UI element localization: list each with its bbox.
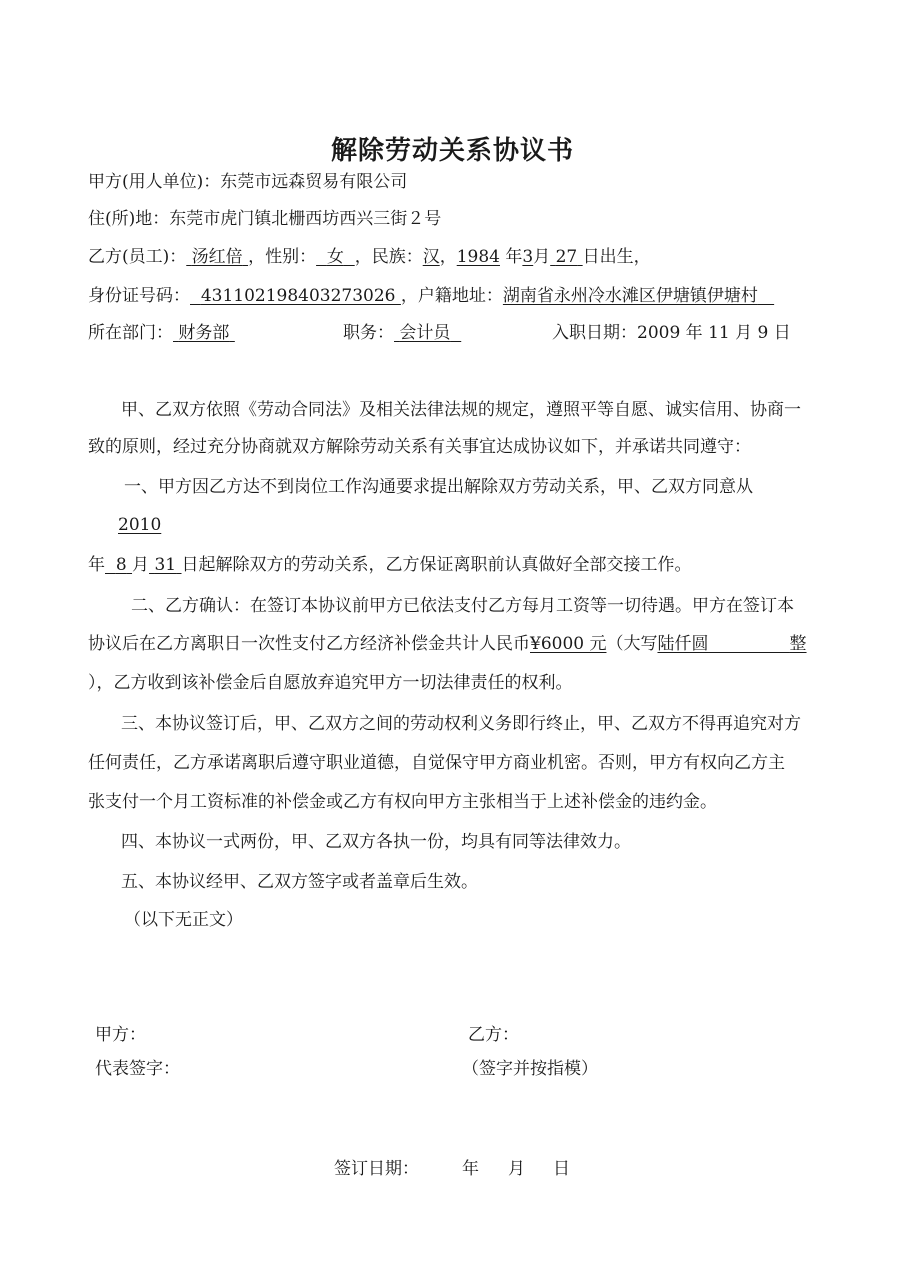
clause-2-text-a: 协议后在乙方离职日一次性支付乙方经济补偿金共计人民币 bbox=[88, 634, 530, 654]
hire-date-row bbox=[552, 321, 791, 345]
birth-year: 1984 bbox=[456, 247, 500, 267]
clause-2-line-1: 二、乙方确认：在签订本协议前甲方已依法支付乙方每月工资等一切待遇。甲方在签订本 bbox=[131, 596, 794, 616]
birth-day: 27 bbox=[555, 247, 578, 267]
party-a-row bbox=[88, 170, 407, 194]
id-label: 身份证号码： bbox=[88, 286, 190, 306]
clause-3-line-2: 任何责任，乙方承诺离职后遵守职业道德，自觉保守甲方商业机密。否则，甲方有权向乙方主 bbox=[88, 753, 785, 773]
gender-label: ，性别： bbox=[248, 247, 317, 267]
party-a-name: 东莞市远森贸易有限公司 bbox=[220, 172, 408, 192]
sign-date-label: 签订日期： bbox=[334, 1159, 419, 1179]
party-a-label: 甲方(用人单位)： bbox=[88, 172, 221, 192]
address-label: 住(所)地： bbox=[88, 209, 170, 229]
clause-1-month: 8 bbox=[115, 555, 127, 575]
party-b-sign-label: 乙方： bbox=[468, 1025, 519, 1045]
birth-suffix: 日出生， bbox=[582, 247, 651, 267]
hire-date-label: 入职日期： bbox=[552, 323, 637, 343]
id-number: 431102198403273026 bbox=[200, 286, 396, 306]
clause-3-line-1: 三、本协议签订后，甲、乙双方之间的劳动权利义务即行终止，甲、乙双方不得再追究对方 bbox=[121, 714, 801, 734]
clause-2-text-b: （大写 bbox=[606, 634, 658, 654]
sign-year: 年 bbox=[462, 1159, 479, 1179]
compensation-amount: ¥6000 元 bbox=[530, 634, 607, 654]
party-a-sign-label: 甲方： bbox=[95, 1025, 146, 1045]
ethnicity-value: 汉 bbox=[422, 247, 440, 267]
clause-3-line-3: 张支付一个月工资标准的补偿金或乙方有权向甲方主张相当于上述补偿金的违约金。 bbox=[88, 792, 717, 812]
ethnicity-label: ，民族： bbox=[354, 247, 423, 267]
position-label: 职务： bbox=[343, 323, 394, 343]
birth-month: 3 bbox=[522, 247, 534, 267]
clause-1-line-3 bbox=[88, 553, 692, 577]
clause-5: 五、本协议经甲、乙双方签字或者盖章后生效。 bbox=[121, 872, 478, 892]
compensation-amount-cn: 陆仟圆 整 bbox=[657, 634, 807, 654]
dept-label: 所在部门： bbox=[88, 323, 173, 343]
clause-4: 四、本协议一式两份，甲、乙双方各执一份，均具有同等法律效力。 bbox=[121, 832, 631, 852]
month-char: 月 bbox=[533, 247, 551, 267]
id-row bbox=[88, 284, 774, 308]
sign-month: 月 bbox=[508, 1159, 525, 1179]
dept-value: 财务部 bbox=[178, 323, 230, 343]
party-b-name: 汤红倍 bbox=[191, 247, 243, 267]
party-b-row: 乙方(员工)： 汤红倍 ，性别： 女 ，民族：汉，1984 年3月 27 日出生， bbox=[88, 247, 651, 267]
document-title: 解除劳动关系协议书 bbox=[330, 136, 574, 166]
gender-value: 女 bbox=[326, 247, 344, 267]
year-char: 年 bbox=[505, 247, 523, 267]
rep-sign-label: 代表签字： bbox=[95, 1059, 180, 1079]
end-note: （以下无正文） bbox=[124, 910, 243, 930]
clause-2-line-2 bbox=[88, 632, 807, 656]
intro-line-1: 甲、乙双方依照《劳动合同法》及相关法律法规的规定，遵照平等自愿、诚实信用、协商一 bbox=[121, 400, 801, 420]
hire-date-value: 2009 年 11 月 9 日 bbox=[637, 323, 791, 343]
clause-1-month-char: 月 bbox=[132, 555, 150, 575]
hukou-address: 湖南省永州冷水滩区伊塘镇伊塘村 bbox=[502, 286, 758, 306]
hukou-label: ，户籍地址： bbox=[400, 286, 503, 306]
party-a-address: 东莞市虎门镇北栅西坊西兴三街２号 bbox=[169, 209, 442, 229]
clause-1-line-1: 一、甲方因乙方达不到岗位工作沟通要求提出解除双方劳动关系，甲、乙双方同意从 bbox=[124, 477, 753, 497]
fingerprint-label: （签字并按指模） bbox=[462, 1059, 598, 1079]
sign-day: 日 bbox=[553, 1159, 570, 1179]
clause-1-year-row bbox=[118, 513, 161, 537]
clause-1-year-char: 年 bbox=[88, 555, 105, 575]
dept-label-row bbox=[88, 321, 235, 345]
clause-1-year: 2010 bbox=[118, 515, 162, 535]
clause-1-rest: 日起解除双方的劳动关系，乙方保证离职前认真做好全部交接工作。 bbox=[181, 555, 692, 575]
party-a-address-row bbox=[88, 207, 441, 231]
intro-line-2: 致的原则，经过充分协商就双方解除劳动关系有关事宜达成协议如下，并承诺共同遵守： bbox=[88, 437, 751, 457]
party-b-label: 乙方(员工)： bbox=[88, 247, 187, 267]
clause-2-line-3: ），乙方收到该补偿金后自愿放弃追究甲方一切法律责任的权利。 bbox=[88, 673, 573, 693]
clause-1-day: 31 bbox=[154, 555, 177, 575]
position-value: 会计员 bbox=[399, 323, 451, 343]
position-row bbox=[343, 321, 461, 345]
